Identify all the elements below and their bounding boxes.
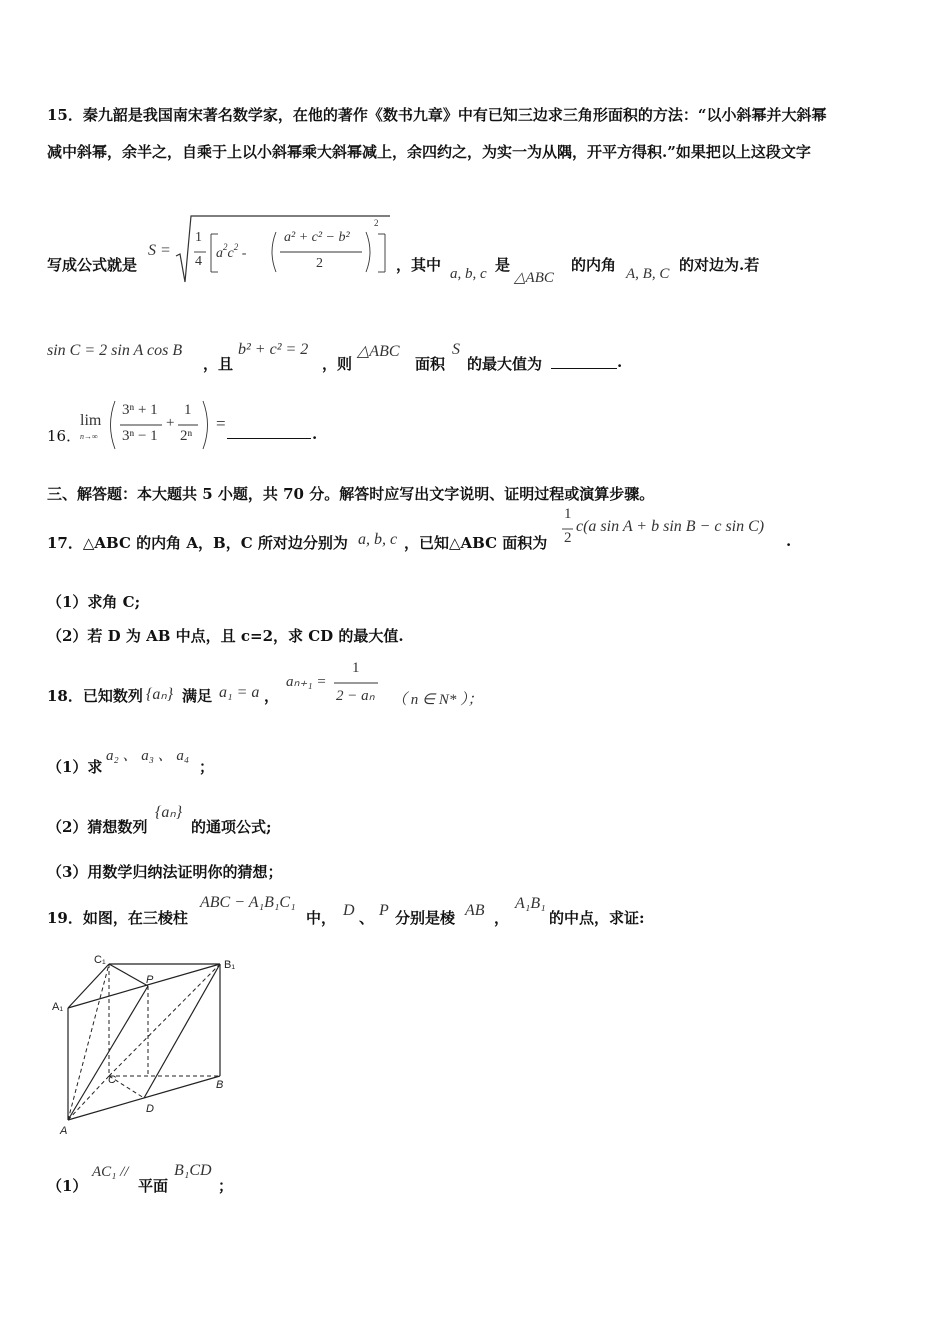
q15-triangle2: △ABC (357, 343, 400, 360)
q18-text-a: 18．已知数列 (47, 687, 143, 705)
q17-expr: c(a sin A + b sin B − c sin C) (576, 518, 765, 535)
q19-P: P (379, 902, 389, 919)
q15-opposite: 的对边为.若 (679, 256, 760, 274)
q15-ABC-letters: A, B, C (626, 266, 670, 282)
q19-text-e: 的中点，求证: (549, 909, 645, 927)
q15-and: ，且 (203, 355, 234, 373)
q16-eq: = (216, 414, 226, 433)
q18-p2-seq: {aₙ} (155, 804, 183, 821)
q17-area-expr (560, 506, 790, 556)
q18-seq: {aₙ} (146, 686, 174, 703)
q19-p1-b: 平面 (138, 1177, 169, 1195)
q15-abc: a, b, c (450, 266, 487, 282)
q15-S: S (452, 341, 460, 358)
q18-recurrence (286, 658, 396, 708)
q18-p1-a: （1）求 (47, 758, 103, 776)
frac2-num: 1 (184, 402, 192, 418)
segment-DB1 (144, 964, 220, 1098)
q18-comma: ， (264, 687, 280, 705)
q15-where: ，其中 (396, 256, 442, 274)
q18-a1: a₁ = a (219, 684, 260, 701)
q19-p1-c: ； (218, 1177, 234, 1195)
edge-A1B1 (68, 964, 220, 1008)
q16-end: . (312, 425, 318, 443)
q17-abc: a, b, c (358, 531, 398, 548)
quarter-num: 1 (195, 230, 202, 245)
label-A: A (60, 1125, 68, 1137)
q19-p1-plane: B₁CD (174, 1162, 212, 1179)
q15-cond: b² + c² = 2 (238, 341, 309, 358)
label-P: P (146, 974, 154, 986)
label-C: C (108, 1074, 116, 1086)
q19-p1-a: （1） (47, 1177, 88, 1195)
q19-text-c: 分别是棱 (395, 909, 456, 927)
q18-p2-b: 的通项公式; (191, 818, 272, 836)
prism-figure (48, 948, 248, 1148)
sqrt-sign (148, 212, 393, 288)
q15-write-formula: 写成公式就是 (47, 256, 138, 274)
q15-then: ，则 (322, 355, 353, 373)
rec-num: 1 (352, 660, 360, 676)
q18-p1-terms: a₂ 、 a₃ 、 a₄ (106, 748, 190, 764)
q17-part1: （1）求角 C; (47, 593, 141, 611)
frac2-den: 2ⁿ (180, 428, 193, 444)
q17-text-a: 17．△ABC 的内角 A，B，C 所对边分别为 (47, 534, 348, 552)
half-den: 2 (564, 530, 572, 546)
q19-D: D (343, 902, 355, 919)
segment-AC1 (68, 964, 109, 1120)
lim: lim (80, 412, 102, 429)
q15-sinC: sin C = 2 sin A cos B (47, 342, 183, 359)
q15-inner-angle: 的内角 (571, 256, 617, 274)
q15-triangle: △ABC (514, 270, 554, 286)
rec-den: 2 − aₙ (336, 688, 375, 704)
q16-limit-expr (80, 398, 230, 452)
label-A1: A₁ (52, 1001, 64, 1013)
formula-a2c2: $a^2c^2$ - (216, 242, 247, 261)
plus: + (166, 415, 175, 431)
label-B1: B₁ (224, 959, 236, 971)
q19-text-b: 中， (306, 909, 337, 927)
q17-text-b: ，已知△ABC 面积为 (404, 534, 548, 552)
q19-p1-expr: AC₁ // (92, 1164, 129, 1180)
q18-cond: （ n ∈ N* ）； (392, 692, 483, 708)
q19-AB: AB (465, 902, 485, 919)
q18-text-b: 满足 (182, 687, 213, 705)
formula-numerator: a² + c² − b² (284, 230, 350, 245)
q15-answer-blank[interactable] (551, 354, 617, 369)
q15-line2: 减中斜幂，余半之，自乘于上以小斜幂乘大斜幂减上，余四约之，为实一为从隅，开平方得积.”如果把以上这段文字 (47, 143, 811, 161)
q19-text-a: 19．如图，在三棱柱 (47, 909, 188, 927)
half-num: 1 (564, 506, 572, 522)
formula-outer-exp: 2 (374, 218, 379, 228)
q16-answer-blank[interactable] (227, 424, 311, 439)
q19-sep: 、 (359, 909, 375, 927)
q15-end: . (617, 353, 623, 371)
lim-sub: n→∞ (80, 432, 98, 441)
q16-num: 16． (47, 427, 82, 445)
label-D: D (146, 1103, 154, 1115)
q15-line1: 15．秦九韶是我国南宋著名数学家，在他的著作《数书九章》中有已知三边求三角形面积的方法：“以小斜幂并大斜幂 (47, 106, 827, 124)
segment-CB1 (109, 964, 220, 1076)
q19-text-d: ， (494, 909, 510, 927)
q18-p2-a: （2）猜想数列 (47, 818, 148, 836)
segment-C1P (109, 964, 148, 986)
label-C1: C₁ (94, 954, 106, 966)
frac1-den: 3ⁿ − 1 (122, 428, 158, 444)
q17-part2: （2）若 D 为 AB 中点，且 c=2，求 CD 的最大值. (47, 627, 404, 645)
q15-max-is: 的最大值为 (467, 355, 543, 373)
q17-end: . (786, 532, 792, 550)
formula-S: S = (148, 242, 171, 259)
quarter-den: 4 (195, 254, 202, 269)
q18-p1-b: ； (199, 758, 215, 776)
q18-part3: （3）用数学归纳法证明你的猜想； (47, 863, 283, 881)
heron-formula (148, 212, 393, 288)
rec-lhs: aₙ₊₁ = (286, 674, 327, 690)
q15-area: 面积 (415, 355, 446, 373)
edge-A1C1 (68, 964, 109, 1008)
frac1-num: 3ⁿ + 1 (122, 402, 158, 418)
q19-A1B1: A₁B₁ (515, 895, 546, 912)
q19-prism: ABC − A₁B₁C₁ (200, 894, 296, 911)
label-B: B (216, 1079, 224, 1091)
section3-heading: 三、解答题：本大题共 5 小题，共 70 分。解答时应写出文字说明、证明过程或演算步骤。 (47, 485, 655, 503)
q15-is: 是 (495, 256, 511, 274)
formula-denominator: 2 (316, 256, 323, 271)
